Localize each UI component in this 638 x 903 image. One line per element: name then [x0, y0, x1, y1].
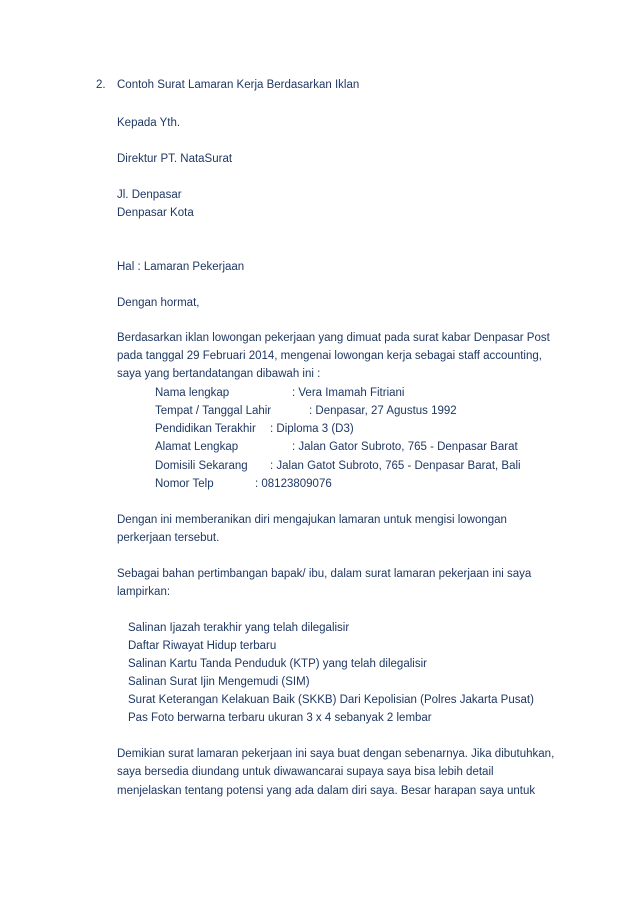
applicant-value: : Diploma 3 (D3)	[270, 423, 354, 435]
intro-line: saya yang bertandatangan dibawah ini :	[117, 368, 321, 380]
purpose-line: Dengan ini memberanikan diri mengajukan lamaran untuk mengisi lowongan	[117, 514, 507, 526]
recipient-address-line2: Denpasar Kota	[117, 207, 194, 219]
attachment-item: Pas Foto berwarna terbaru ukuran 3 x 4 sebanyak 2 lembar	[128, 712, 432, 724]
applicant-value: : Vera Imamah Fitriani	[292, 387, 405, 399]
attachment-item: Daftar Riwayat Hidup terbaru	[128, 640, 277, 652]
section-number: 2.	[96, 79, 106, 91]
applicant-label: Domisili Sekarang	[155, 460, 248, 472]
applicant-label: Alamat Lengkap	[155, 441, 239, 453]
applicant-value: : 08123809076	[255, 478, 332, 490]
applicant-value: : Jalan Gatot Subroto, 765 - Denpasar Barat, Bali	[270, 460, 521, 472]
closing-line: menjelaskan tentang potensi yang ada dalam diri saya. Besar harapan saya untuk	[117, 785, 536, 797]
recipient-name: Direktur PT. NataSurat	[117, 153, 233, 165]
attachment-item: Surat Keterangan Kelakuan Baik (SKKB) Dari Kepolisian (Polres Jakarta Pusat)	[128, 694, 534, 706]
applicant-label: Pendidikan Terakhir	[155, 423, 256, 435]
closing-line: saya bersedia diundang untuk diwawancarai supaya saya bisa lebih detail	[117, 766, 494, 778]
closing-line: Demikian surat lamaran pekerjaan ini saya buat dengan sebenarnya. Jika dibutuhkan,	[117, 748, 555, 760]
attachment-item: Salinan Surat Ijin Mengemudi (SIM)	[128, 676, 310, 688]
intro-line: pada tanggal 29 Februari 2014, mengenai lowongan kerja sebagai staff accounting,	[117, 350, 542, 362]
letter-subject: Hal : Lamaran Pekerjaan	[117, 261, 245, 273]
applicant-value: : Denpasar, 27 Agustus 1992	[309, 405, 457, 417]
letter-greeting: Dengan hormat,	[117, 297, 200, 309]
intro-line: Berdasarkan iklan lowongan pekerjaan yang dimuat pada surat kabar Denpasar Post	[117, 332, 550, 344]
applicant-label: Nama lengkap	[155, 387, 230, 399]
recipient-address-line1: Jl. Denpasar	[117, 189, 182, 201]
applicant-label: Tempat / Tanggal Lahir	[155, 405, 272, 417]
applicant-label: Nomor Telp	[155, 478, 214, 490]
recipient-salutation: Kepada Yth.	[117, 117, 181, 129]
section-title: Contoh Surat Lamaran Kerja Berdasarkan Iklan	[117, 79, 360, 91]
attachments-intro-line: Sebagai bahan pertimbangan bapak/ ibu, dalam surat lamaran pekerjaan ini saya	[117, 568, 532, 580]
attachment-item: Salinan Ijazah terakhir yang telah dilegalisir	[128, 622, 350, 634]
applicant-value: : Jalan Gator Subroto, 765 - Denpasar Barat	[292, 441, 518, 453]
attachments-intro-line: lampirkan:	[117, 586, 171, 598]
purpose-line: perkerjaan tersebut.	[117, 532, 220, 544]
attachment-item: Salinan Kartu Tanda Penduduk (KTP) yang telah dilegalisir	[128, 658, 427, 670]
